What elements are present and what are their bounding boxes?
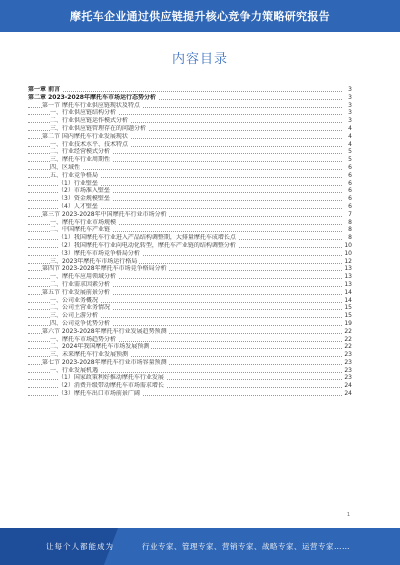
toc-entry-page: 6 bbox=[348, 195, 352, 203]
toc-entry-title: 第四节 2023-2028年摩托车市场竞争格局分析 bbox=[42, 265, 167, 273]
toc-dot-leader bbox=[28, 91, 342, 92]
toc-entry[interactable] bbox=[28, 211, 352, 219]
footer-slogan-right: 行业专家、管理专家、营销专家、战略专家、运营专家…… bbox=[142, 542, 350, 551]
toc-entry-page: 23 bbox=[344, 366, 352, 374]
toc-entry-page: 23 bbox=[344, 374, 352, 382]
toc-entry-title: 二、2024年我国摩托车市场发展预测 bbox=[50, 343, 150, 351]
toc-entry[interactable] bbox=[28, 273, 352, 281]
toc-entry-page: 22 bbox=[344, 343, 352, 351]
toc-entry[interactable] bbox=[28, 265, 352, 273]
toc-entry-page: 12 bbox=[344, 257, 352, 265]
toc-entry-page: 7 bbox=[348, 210, 352, 218]
toc-entry[interactable] bbox=[28, 374, 352, 382]
toc-entry-title: （1）行业壁垒 bbox=[58, 179, 98, 187]
toc-entry-title: 二、公司主营业务情况 bbox=[50, 304, 111, 312]
toc-entry-title: 第五节 行业发展前景分析 bbox=[42, 288, 110, 296]
toc-entry-title: 四、区域性 bbox=[50, 163, 81, 171]
toc-entry-page: 14 bbox=[344, 288, 352, 296]
toc-entry[interactable] bbox=[28, 102, 352, 110]
toc-entry-title: （3）资金规模壁垒 bbox=[58, 195, 110, 203]
toc-entry[interactable] bbox=[28, 86, 352, 94]
toc-entry-title: 三、2023年摩托车市场运行格局 bbox=[50, 257, 138, 265]
toc-entry-page: 13 bbox=[344, 273, 352, 281]
toc-entry-page: 8 bbox=[348, 218, 352, 226]
toc-entry[interactable] bbox=[28, 242, 352, 250]
toc-entry-page: 3 bbox=[348, 86, 352, 93]
toc-entry[interactable] bbox=[28, 156, 352, 164]
toc-entry-page: 6 bbox=[348, 163, 352, 171]
toc-entry-page: 6 bbox=[348, 171, 352, 179]
toc-entry-title: 三、摩托车行业周期性 bbox=[50, 156, 111, 164]
toc-entry-page: 6 bbox=[348, 179, 352, 187]
toc-entry-page: 23 bbox=[344, 358, 352, 366]
toc-entry[interactable] bbox=[28, 125, 352, 133]
toc-entry[interactable] bbox=[28, 390, 352, 398]
toc-entry-page: 3 bbox=[348, 117, 352, 125]
toc-entry-title: 第一章 前言 bbox=[28, 86, 61, 93]
toc-entry-title: （2）消费升级带动摩托车市场需求增长 bbox=[58, 382, 164, 390]
toc-entry-title: 第二章 2023-2028年摩托车市场运行态势分析 bbox=[28, 93, 156, 101]
toc-entry-page: 4 bbox=[348, 140, 352, 148]
toc-entry[interactable] bbox=[28, 234, 352, 242]
toc-entry[interactable] bbox=[28, 141, 352, 149]
toc-entry[interactable] bbox=[28, 172, 352, 180]
toc-entry[interactable] bbox=[28, 94, 352, 102]
toc-entry-page: 4 bbox=[348, 132, 352, 140]
toc-entry-page: 22 bbox=[344, 335, 352, 343]
toc-entry[interactable] bbox=[28, 117, 352, 125]
toc-entry[interactable] bbox=[28, 180, 352, 188]
table-of-contents bbox=[28, 86, 352, 398]
toc-entry-title: （1）我国摩托车行业进入产品结构调整期，大排量摩托车成增长点 bbox=[58, 234, 236, 242]
toc-entry-title: （3）摩托车出口市场前景广阔 bbox=[58, 390, 140, 398]
toc-entry-title: 五、行业竞争格局 bbox=[50, 171, 99, 179]
toc-entry-page: 6 bbox=[348, 202, 352, 210]
toc-entry[interactable] bbox=[28, 328, 352, 336]
toc-entry-page: 19 bbox=[344, 319, 352, 327]
toc-entry-page: 22 bbox=[344, 327, 352, 335]
toc-entry-title: 一、行业供应链结构分析 bbox=[50, 109, 117, 117]
toc-entry-page: 4 bbox=[348, 124, 352, 132]
toc-entry[interactable] bbox=[28, 250, 352, 258]
toc-entry[interactable] bbox=[28, 297, 352, 305]
toc-entry-title: 四、公司竞争优势分析 bbox=[50, 319, 111, 327]
toc-entry[interactable] bbox=[28, 336, 352, 344]
toc-entry-title: （3）摩托车市场竞争格局分析 bbox=[58, 249, 140, 257]
toc-entry-page: 8 bbox=[348, 234, 352, 242]
toc-entry[interactable] bbox=[28, 148, 352, 156]
toc-entry-title: （4）人才壁垒 bbox=[58, 202, 98, 210]
toc-entry[interactable] bbox=[28, 320, 352, 328]
toc-entry-title: 二、行业需求因素分析 bbox=[50, 280, 111, 288]
toc-entry-title: 一、行业技术水平、技术特点 bbox=[50, 140, 129, 148]
toc-entry[interactable] bbox=[28, 351, 352, 359]
toc-entry-title: 一、摩托车应用领域分析 bbox=[50, 273, 117, 281]
toc-entry[interactable] bbox=[28, 203, 352, 211]
toc-entry-page: 24 bbox=[344, 390, 352, 398]
toc-entry-page: 15 bbox=[344, 312, 352, 320]
toc-entry-title: 第六节 2023-2028年摩托车行业发展趋势预测 bbox=[42, 327, 167, 335]
toc-entry-title: 一、公司业务概况 bbox=[50, 296, 99, 304]
toc-entry-page: 5 bbox=[348, 156, 352, 164]
toc-entry[interactable] bbox=[28, 382, 352, 390]
toc-entry[interactable] bbox=[28, 304, 352, 312]
toc-entry-title: 三、未来摩托车行业发展预测 bbox=[50, 351, 129, 359]
toc-entry[interactable] bbox=[28, 195, 352, 203]
toc-entry-page: 10 bbox=[344, 241, 352, 249]
footer-slogan-left: 让每个人都能成为 bbox=[46, 542, 114, 551]
toc-entry[interactable] bbox=[28, 109, 352, 117]
toc-entry[interactable] bbox=[28, 258, 352, 266]
toc-entry[interactable] bbox=[28, 164, 352, 172]
toc-heading: 内容目录 bbox=[171, 52, 228, 67]
toc-entry-page: 8 bbox=[348, 226, 352, 234]
toc-entry-title: （1）国家政策利好推动摩托车行业发展 bbox=[58, 374, 164, 382]
page-number: 1 bbox=[346, 512, 350, 518]
toc-entry[interactable] bbox=[28, 281, 352, 289]
toc-entry-page: 5 bbox=[348, 148, 352, 156]
toc-entry-page: 15 bbox=[344, 304, 352, 312]
toc-entry-title: 二、中国摩托车产业链 bbox=[50, 226, 111, 234]
footer-band bbox=[0, 528, 400, 565]
toc-entry[interactable] bbox=[28, 359, 352, 367]
toc-entry-title: （2）市场准入壁垒 bbox=[58, 187, 110, 195]
toc-entry[interactable] bbox=[28, 187, 352, 195]
toc-entry[interactable] bbox=[28, 219, 352, 227]
toc-entry-page: 13 bbox=[344, 265, 352, 273]
toc-entry-title: 第七节 2023-2028年摩托车行业市场容量预测 bbox=[42, 358, 167, 366]
report-title: 摩托车企业通过供应链提升核心竞争力策略研究报告 bbox=[70, 10, 330, 23]
toc-entry-page: 24 bbox=[344, 382, 352, 390]
toc-entry-title: 二、行业供应链运作模式分析 bbox=[50, 117, 129, 125]
toc-entry-page: 14 bbox=[344, 296, 352, 304]
toc-entry-page: 23 bbox=[344, 351, 352, 359]
toc-entry-title: 二、行业经营模式分析 bbox=[50, 148, 111, 156]
toc-entry-title: 一、摩托车市场趋势分析 bbox=[50, 335, 117, 343]
toc-entry-page: 3 bbox=[348, 109, 352, 117]
toc-entry-title: 三、行业供应链管理存在的问题分析 bbox=[50, 124, 147, 132]
toc-entry[interactable] bbox=[28, 226, 352, 234]
toc-entry-title: 一、摩托车行业市场规模 bbox=[50, 218, 117, 226]
report-header bbox=[0, 0, 400, 32]
toc-entry-title: （2）我国摩托车行业向电动化转型，摩托车产业链的结构调整分析 bbox=[58, 241, 236, 249]
toc-entry[interactable] bbox=[28, 312, 352, 320]
toc-entry[interactable] bbox=[28, 367, 352, 375]
toc-entry-page: 10 bbox=[344, 249, 352, 257]
toc-entry-page: 3 bbox=[348, 93, 352, 101]
toc-entry[interactable] bbox=[28, 289, 352, 297]
toc-entry[interactable] bbox=[28, 343, 352, 351]
toc-entry-title: 第二节 国内摩托车行业发展现状 bbox=[42, 132, 128, 140]
toc-entry-title: 第三节 2023-2028年中国摩托车行业市场分析 bbox=[42, 210, 167, 218]
toc-entry-title: 一、行业发展机遇 bbox=[50, 366, 99, 374]
toc-entry-page: 6 bbox=[348, 187, 352, 195]
toc-entry[interactable] bbox=[28, 133, 352, 141]
toc-entry-page: 13 bbox=[344, 280, 352, 288]
toc-entry-title: 第一节 摩托车行业供应链现状及特点 bbox=[42, 101, 140, 109]
toc-entry-page: 3 bbox=[348, 101, 352, 109]
toc-entry-title: 三、公司上游分析 bbox=[50, 312, 99, 320]
